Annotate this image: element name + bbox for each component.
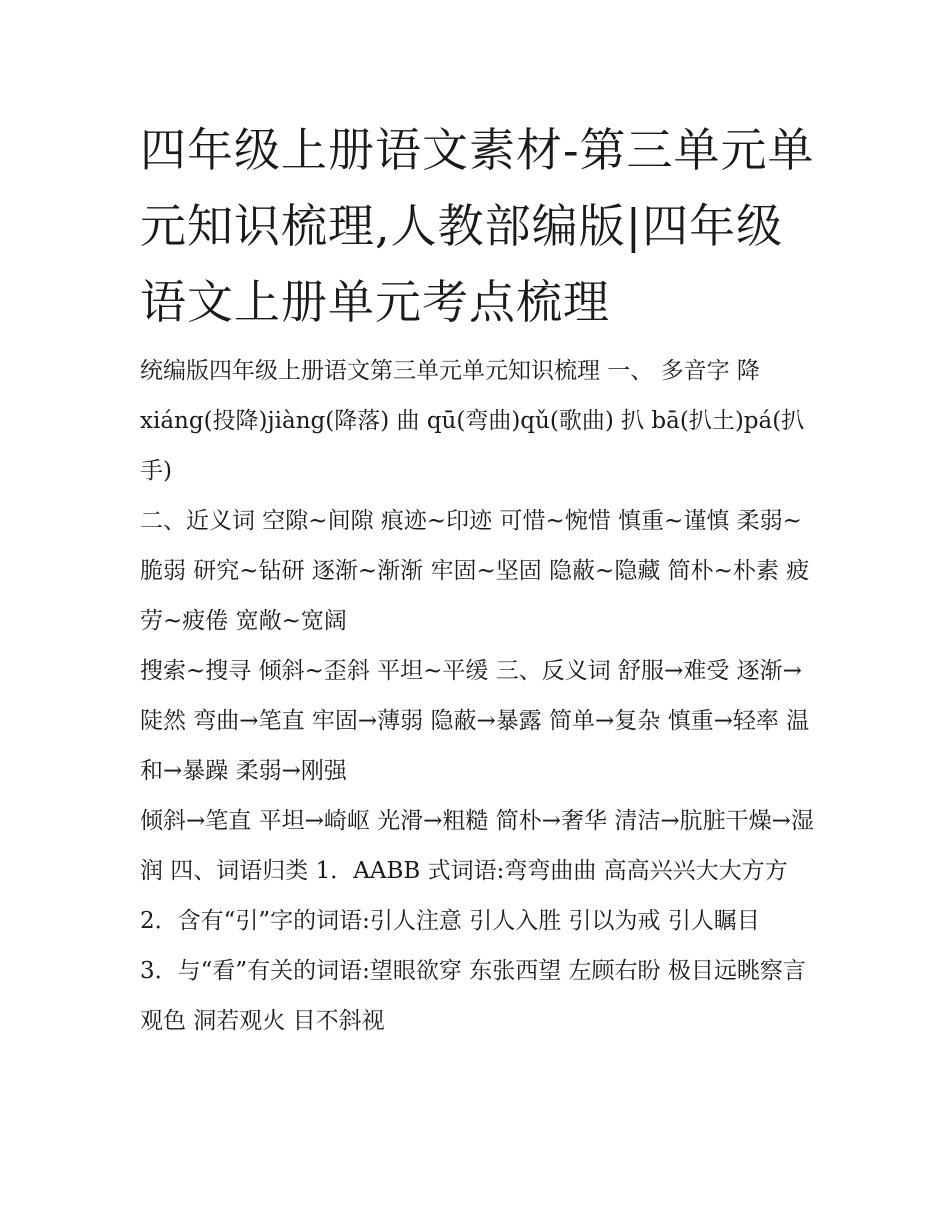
paragraph-word-groups: 倾斜→笔直 平坦→崎岖 光滑→粗糙 简朴→奢华 清洁→肮脏干燥→湿润 四、词语归类 1．AABB 式词语:弯弯曲曲 高高兴兴大大方方 — [140, 808, 814, 884]
paragraph-synonyms: 二、近义词 空隙~间隙 痕迹~印迹 可惜~惋惜 慎重~谨慎 柔弱~脆弱 研究~钻研 逐渐~渐渐 牢固~坚固 隐蔽~隐藏 简朴~朴素 疲劳~疲倦 宽敞~宽阔 — [140, 508, 810, 634]
paragraph-kan-words: 3．与“看”有关的词语:望眼欲穿 东张西望 左顾右盼 极目远眺察言观色 洞若观火 目不斜视 — [140, 958, 806, 1034]
document-page — [140, 112, 820, 1046]
paragraph-polyphones: 统编版四年级上册语文第三单元单元知识梳理 一、 多音字 降xiáng(投降)jiàng(降落) 曲 qū(弯曲)qǔ(歌曲) 扒 bā(扒土)pá(扒手) — [140, 358, 805, 484]
paragraph-antonyms: 搜索~搜寻 倾斜~歪斜 平坦~平缓 三、反义词 舒服→难受 逐渐→陡然 弯曲→笔直 牢固→薄弱 隐蔽→暴露 简单→复杂 慎重→轻率 温和→暴躁 柔弱→刚强 — [140, 658, 810, 784]
paragraph-yin-words: 2．含有“引”字的词语:引人注意 引人入胜 引以为戒 引人瞩目 — [140, 908, 760, 934]
document-title: 四年级上册语文素材-第三单元单元知识梳理,人教部编版|四年级语文上册单元考点梳理 — [140, 123, 815, 329]
